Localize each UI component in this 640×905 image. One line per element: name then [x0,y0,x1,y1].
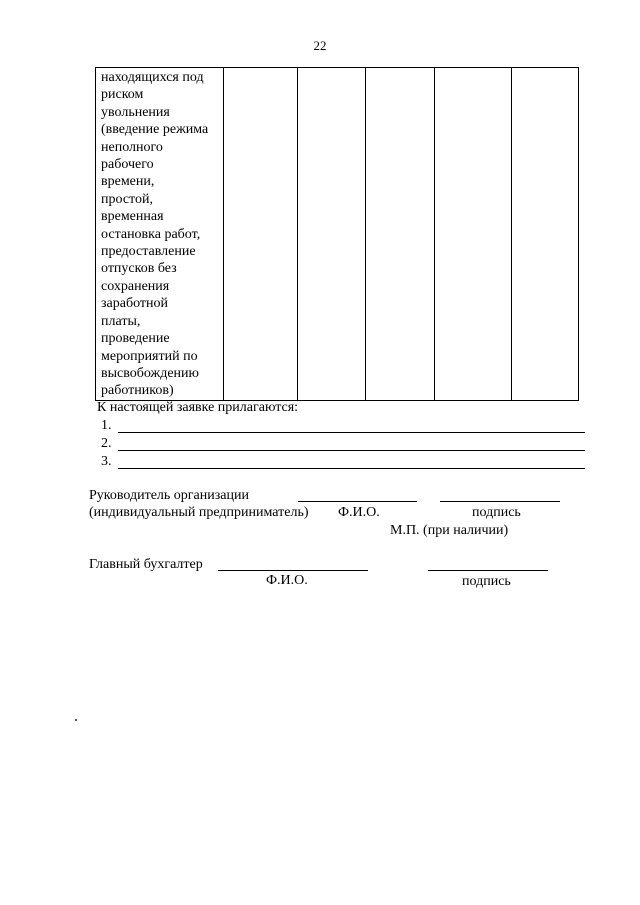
stamp-label: М.П. (при наличии) [390,523,509,538]
table-cell [435,68,512,401]
accountant-fio-line [218,570,368,571]
head-signature-line [440,501,560,502]
category-text: находящихся под риском увольнения (введение режима неполного рабочего времени, простой, временная остановка работ, предоставление отпусков без сохранения заработной платы, проведение мероприятий по высвобождению работников) [101,70,209,399]
accountant-signature-label: подпись [462,574,511,589]
page-number: 22 [313,38,327,53]
accountant-signature-line [428,570,548,571]
accountant-fio-label: Ф.И.О. [266,573,308,588]
table-cell [298,68,366,401]
attachment-number-1: 1. [101,418,112,433]
attachment-line-3 [118,468,585,469]
attachments-intro: К настоящей заявке прилагаются: [97,400,299,415]
attachment-number-3: 3. [101,454,112,469]
attachment-number-2: 2. [101,436,112,451]
table-cell [512,68,579,401]
stray-dot [75,719,77,721]
table-row [96,68,579,401]
attachment-line-1 [118,432,585,433]
attachment-line-2 [118,450,585,451]
table-cell-category [96,68,224,401]
table-cell [366,68,435,401]
head-label: Руководитель организации [89,488,249,503]
application-table [95,67,579,401]
entrepreneur-label: (индивидуальный предприниматель) [89,505,309,520]
head-signature-label: подпись [472,505,521,520]
accountant-label: Главный бухгалтер [89,557,203,572]
head-fio-label: Ф.И.О. [338,505,380,520]
head-fio-line [298,501,417,502]
table-cell [224,68,298,401]
